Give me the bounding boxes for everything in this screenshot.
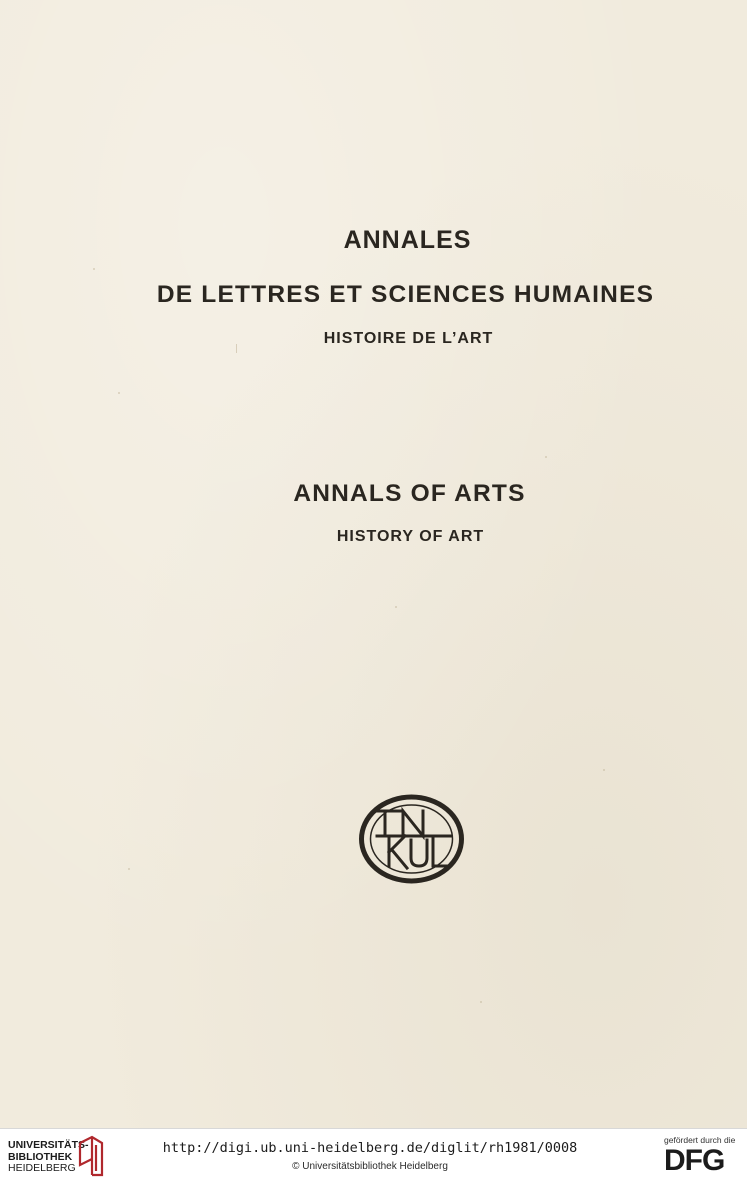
paper-speck	[118, 392, 120, 394]
library-name-line-2: BIBLIOTHEK	[8, 1150, 73, 1163]
section-title-english: HISTORY OF ART	[336, 528, 485, 545]
paper-speck	[93, 268, 95, 270]
library-name-line-1: UNIVERSITÄTS-	[8, 1139, 89, 1151]
library-name-line-3: HEIDELBERG	[8, 1162, 76, 1174]
funding-label: gefördert durch die	[664, 1135, 736, 1145]
paper-speck	[395, 606, 397, 608]
dfg-logo: DFG	[664, 1144, 725, 1177]
library-logo-icon	[76, 1135, 106, 1177]
digitization-footer	[0, 1128, 747, 1181]
permalink-url[interactable]: http://digi.ub.uni-heidelberg.de/diglit/rh1981/0008	[162, 1140, 578, 1156]
paper-speck	[480, 1001, 482, 1003]
paper-speck	[603, 769, 605, 771]
publisher-emblem-icon	[359, 794, 464, 884]
paper-speck	[128, 868, 130, 870]
copyright-notice: © Universitätsbibliothek Heidelberg	[292, 1161, 448, 1172]
journal-title-english: ANNALS OF ARTS	[293, 480, 526, 507]
journal-subtitle-french: DE LETTRES ET SCIENCES HUMAINES	[156, 281, 655, 308]
paper-speck	[545, 456, 547, 458]
section-title-french: HISTOIRE DE L’ART	[323, 330, 494, 347]
journal-title-french: ANNALES	[343, 226, 472, 254]
